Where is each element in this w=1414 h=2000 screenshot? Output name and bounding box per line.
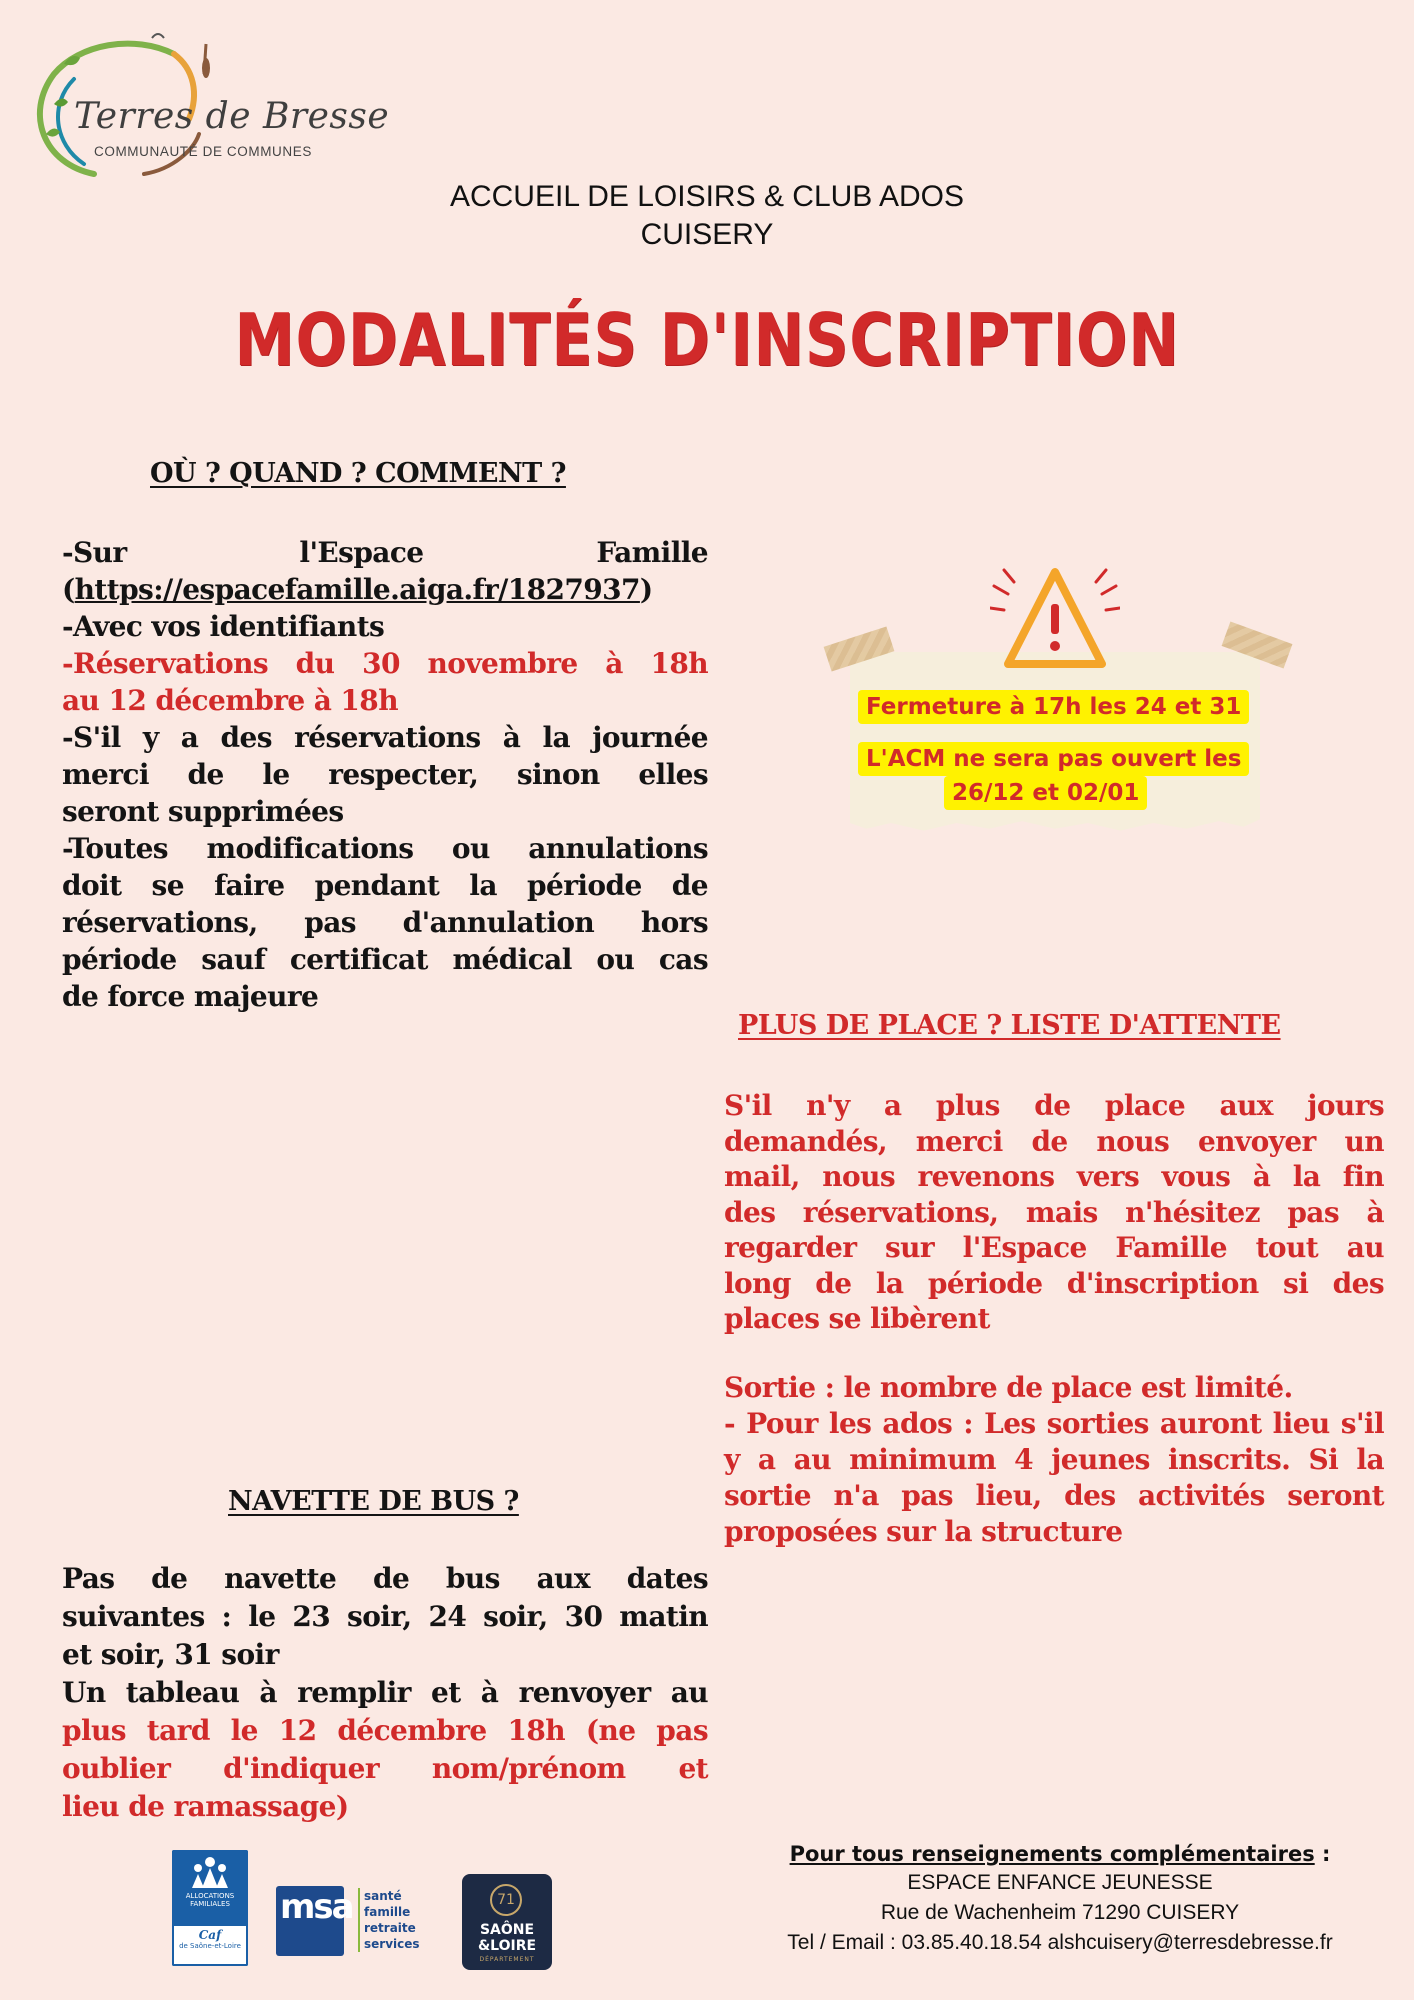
caf-logo-top — [172, 1850, 248, 1926]
bus-line-4: Un tableau à remplir et à renvoyer au — [62, 1676, 708, 1709]
ou-line-7: merci de le respecter, sinon elles — [62, 758, 708, 791]
sortie-line-3: y a au minimum 4 jeunes inscrits. Si la — [724, 1443, 1384, 1476]
saone-et-loire-logo — [462, 1874, 552, 1970]
sortie-line-2: - Pour les ados : Les sorties auront lieu s'il — [724, 1407, 1384, 1440]
terres-de-bresse-logo — [24, 24, 390, 184]
msa-word-2: famille — [364, 1905, 411, 1919]
caf-top-text: ALLOCATIONS FAMILIALES — [185, 1892, 235, 1908]
ou-line-6: -S'il y a des réservations à la journée — [62, 721, 708, 754]
section-ou-body — [62, 534, 708, 1015]
ou-line-8: seront supprimées — [62, 795, 344, 828]
place-line-1: S'il n'y a plus de place aux jours — [724, 1089, 1384, 1122]
sortie-line-5: proposées sur la structure — [724, 1515, 1123, 1548]
header-line-2: CUISERY — [640, 218, 774, 251]
msa-mark-text: msa — [280, 1887, 353, 1927]
logo-subtitle: COMMUNAUTÉ DE COMMUNES — [94, 144, 312, 159]
place-line-4: des réservations, mais n'hésitez pas à — [724, 1195, 1384, 1229]
msa-word-3: retraite — [364, 1921, 416, 1935]
sl-name-1: SAÔNE — [479, 1922, 535, 1938]
sortie-line-4: sortie n'a pas lieu, des activités seront — [724, 1479, 1384, 1512]
ou-paren-close: ) — [639, 573, 653, 606]
ou-line-10: doit se faire pendant la période de — [62, 869, 708, 902]
ou-line-1: -Sur l'Espace Famille — [62, 536, 708, 569]
sl-departement: DÉPARTEMENT — [479, 1956, 535, 1963]
contact-line-3[interactable]: Tel / Email : 03.85.40.18.54 alshcuisery@terresdebresse.fr — [787, 1931, 1333, 1954]
msa-word-1: santé — [364, 1889, 402, 1903]
section-heading-plus-de-place: PLUS DE PLACE ? LISTE D'ATTENTE — [738, 1010, 1281, 1041]
logo-brand-text: Terres de Bresse — [74, 96, 390, 137]
bus-line-6: oublier d'indiquer nom/prénom et — [62, 1752, 708, 1785]
bus-line-5: plus tard le 12 décembre 18h (ne pas — [62, 1714, 708, 1747]
place-line-6: long de la période d'inscription si des — [724, 1266, 1384, 1300]
bus-line-2: suivantes : le 23 soir, 24 soir, 30 matin — [62, 1600, 708, 1633]
msa-word-4: services — [364, 1937, 420, 1951]
place-line-2: demandés, merci de nous envoyer un — [724, 1124, 1384, 1158]
contact-line-1: ESPACE ENFANCE JEUNESSE — [907, 1871, 1213, 1894]
caf-subtitle: de Saône-et-Loire — [179, 1942, 241, 1950]
warning-icon — [990, 560, 1120, 680]
section-heading-ou-quand-comment: OÙ ? QUAND ? COMMENT ? — [150, 458, 566, 489]
notice-line-3: 26/12 et 02/01 — [944, 776, 1147, 810]
place-line-5: regarder sur l'Espace Famille tout au — [724, 1231, 1384, 1264]
place-line-7: places se libèrent — [724, 1302, 990, 1335]
sl-number: 71 — [490, 1884, 522, 1916]
section-bus-body — [62, 1560, 708, 1826]
ou-line-5: au 12 décembre à 18h — [62, 684, 398, 717]
bus-line-7: lieu de ramassage) — [62, 1790, 349, 1823]
section-sortie-body — [724, 1370, 1384, 1550]
ou-line-12: période sauf certificat médical ou cas — [62, 943, 708, 976]
contact-heading-colon: : — [1314, 1842, 1331, 1866]
msa-mark — [276, 1886, 353, 1956]
contact-heading: Pour tous renseignements complémentaires — [789, 1842, 1315, 1866]
closure-notice — [826, 560, 1286, 850]
caf-name: Caf — [198, 1928, 222, 1942]
contact-line-2: Rue de Wachenheim 71290 CUISERY — [880, 1901, 1240, 1924]
ou-line-9: -Toutes modifications ou annulations — [62, 832, 708, 865]
caf-family-icon — [190, 1854, 230, 1890]
notice-line-2: L'ACM ne sera pas ouvert les — [858, 742, 1249, 776]
header-line-1: ACCUEIL DE LOISIRS & CLUB ADOS — [449, 180, 965, 213]
bus-line-1: Pas de navette de bus aux dates — [62, 1562, 708, 1595]
notice-line-1: Fermeture à 17h les 24 et 31 — [858, 690, 1249, 724]
bus-line-3: et soir, 31 soir — [62, 1638, 279, 1671]
msa-logo — [276, 1886, 436, 1960]
espace-famille-link[interactable]: https://espacefamille.aiga.fr/1827937 — [74, 573, 640, 606]
sl-name — [462, 1922, 552, 1954]
sortie-line-1: Sortie : le nombre de place est limité. — [724, 1371, 1293, 1404]
msa-words — [358, 1888, 420, 1952]
ou-line-13: de force majeure — [62, 980, 319, 1013]
ou-line-11: réservations, pas d'annulation hors — [62, 906, 708, 939]
ou-line-2 — [62, 571, 708, 608]
section-heading-navette: NAVETTE DE BUS ? — [228, 1486, 519, 1517]
ou-line-3: -Avec vos identifiants — [62, 610, 385, 643]
ou-paren-open: ( — [62, 573, 75, 606]
ou-line-4: -Réservations du 30 novembre à 18h — [62, 647, 708, 680]
sl-name-2: &LOIRE — [477, 1938, 537, 1954]
caf-logo — [172, 1850, 248, 1966]
contact-heading-row — [740, 1842, 1380, 1866]
contact-block — [740, 1842, 1380, 1958]
section-place-body — [724, 1088, 1384, 1337]
page-title: MODALITÉS D'INSCRIPTION — [234, 298, 1180, 382]
place-line-3: mail, nous revenons vers vous à la fin — [724, 1160, 1384, 1193]
